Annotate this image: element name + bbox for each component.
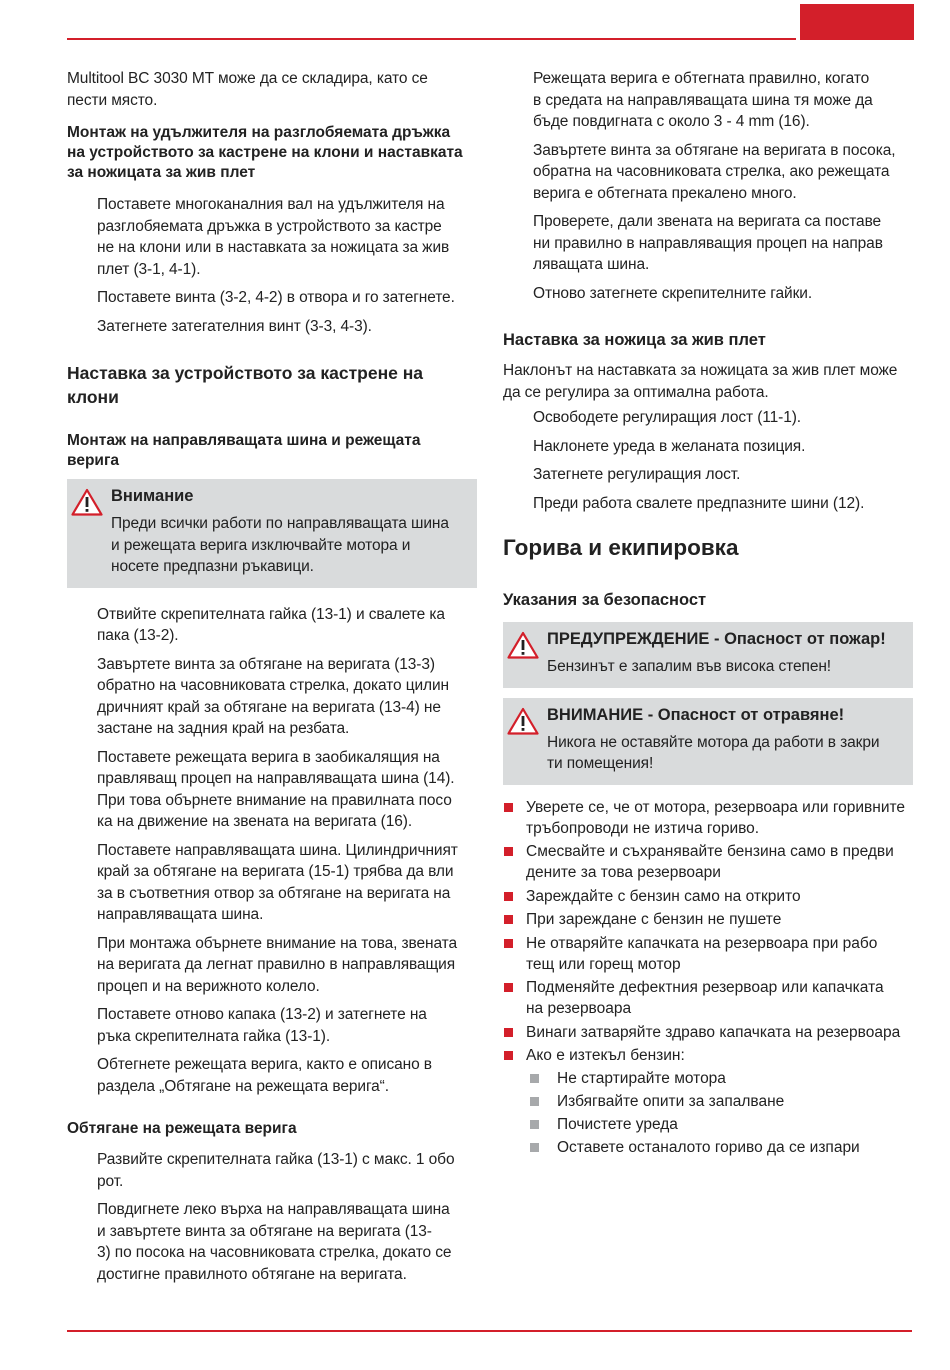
hedge-step: Преди работа свалете предпазните шини (12).	[533, 494, 865, 512]
list-item-text: Не отваряйте капачката на резервоара при рабо тещ или горещ мотор	[526, 934, 878, 973]
mount-step: Затегнете затегателния винт (3-3, 4-3).	[97, 317, 372, 335]
spill-sublist	[503, 1068, 913, 1158]
bar-step: Отвийте скрепителната гайка (13-1) и свалете ка пака (13-2).	[97, 605, 445, 644]
tension-step: Развийте скрепителната гайка (13-1) с макс. 1 обо рот.	[97, 1151, 455, 1190]
sub-list-item	[503, 1068, 913, 1089]
attention-notice	[67, 479, 477, 588]
bar-step: Завъртете винта за обтягане на веригата (13-3) обратно на часовниковата стрелка, докато цилин дричният край за обтягане на веригата (13-4) не застане на задния край на резбата.	[97, 655, 450, 737]
tension-step: Режещата верига е обтегната правилно, когато в средата на направляващата шина тя може да бъде повдигната с около 3 - 4 mm (16).	[533, 70, 873, 130]
bullet-square-icon	[504, 847, 513, 856]
tension-steps	[67, 1149, 477, 1285]
pruner-heading: Наставка за устройството за кастрене на клони	[67, 363, 424, 407]
bullet-square-icon	[530, 1097, 539, 1106]
poison-warning-title: ВНИМАНИЕ - Опасност от отравяне!	[547, 705, 845, 724]
tension-step: Проверете, дали звената на веригата са поставе ни правилно в направляващия процеп на направ ляващата шина.	[533, 213, 883, 273]
bullet-square-icon	[504, 803, 513, 812]
sub-list-item-text: Почистете уреда	[557, 1116, 678, 1133]
bar-step: Поставете отново капака (13-2) и затегнете на ръка скрепителната гайка (13-1).	[97, 1006, 427, 1045]
bullet-square-icon	[504, 892, 513, 901]
sub-list-item	[503, 1137, 913, 1158]
tension-step: Отново затегнете скрепителните гайки.	[533, 284, 813, 302]
poison-warning	[503, 698, 913, 785]
sub-list-item	[503, 1114, 913, 1135]
header-rule	[67, 38, 796, 40]
hedge-steps	[503, 407, 913, 514]
bullet-square-icon	[504, 1028, 513, 1037]
list-item	[503, 797, 913, 839]
hedge-step: Затегнете регулиращия лост.	[533, 466, 741, 483]
tension-continued	[503, 68, 913, 304]
list-item	[503, 977, 913, 1019]
bullet-square-icon	[530, 1120, 539, 1129]
sub-list-item-text: Избягвайте опити за запалване	[557, 1093, 785, 1110]
warning-triangle-icon	[71, 488, 103, 516]
list-item	[503, 1045, 913, 1158]
header-color-block	[800, 4, 914, 40]
sub-list-item-text: Не стартирайте мотора	[557, 1070, 726, 1087]
list-item-text: Зареждайте с бензин само на открито	[526, 887, 801, 905]
list-item	[503, 1022, 913, 1043]
bullet-square-icon	[530, 1143, 539, 1152]
list-item-text: Винаги затваряйте здраво капачката на резервоара	[526, 1023, 901, 1041]
bullet-square-icon	[504, 939, 513, 948]
right-column	[503, 68, 913, 1161]
bar-step: Поставете направляващата шина. Цилиндричният край за обтягане на веригата (15-1) трябва да вли за в съответния отвор за обтягане на веригата на направляващата шина.	[97, 841, 458, 923]
tension-heading: Обтягане на режещата верига	[67, 1120, 297, 1137]
hedge-intro: Наклонът на наставката за ножицата за жив плет може да се регулира за оптимална работа.	[503, 362, 898, 401]
list-item-text: Подменяйте дефектния резервоар или капачката на резервоара	[526, 979, 884, 1017]
tension-step: Завъртете винта за обтягане на веригата в посока, обратна на часовниковата стрелка, ако режещата верига е обтегната прекалено много.	[533, 141, 896, 202]
mount-step: Поставете винта (3-2, 4-2) в отвора и го затегнете.	[97, 289, 455, 306]
footer-rule	[67, 1330, 912, 1332]
poison-warning-text: Никога не оставяйте мотора да работи в закри ти помещения!	[547, 733, 880, 772]
list-item-text: Смесвайте и съхранявайте бензина само в предви дените за това резервоари	[526, 843, 894, 881]
intro-text: Multitool BC 3030 MT може да се складира, като се пести място.	[67, 70, 428, 109]
hedge-heading: Наставка за ножица за жив плет	[503, 331, 766, 349]
warning-triangle-icon	[507, 707, 539, 735]
list-item-text: Ако е изтекъл бензин:	[526, 1047, 685, 1064]
hedge-step: Наклонете уреда в желаната позиция.	[533, 437, 806, 455]
left-column	[67, 68, 477, 1292]
mount-step: Поставете многоканалния вал на удължителя на разглобяемата дръжка в устройството за кастре не на клони или в наставката за ножицата за жив плет (3-1, 4-1).	[97, 196, 450, 278]
attention-text: Преди всички работи по направляващата шина и режещата верига изключвайте мотора и носете предпазни ръкавици.	[111, 515, 449, 575]
attention-title: Внимание	[111, 487, 194, 505]
bar-steps	[67, 604, 477, 1098]
mount-steps	[67, 194, 477, 337]
bullet-square-icon	[504, 1051, 513, 1060]
sub-list-item	[503, 1091, 913, 1112]
safety-heading: Указания за безопасност	[503, 591, 707, 609]
hedge-step: Освободете регулиращия лост (11-1).	[533, 409, 802, 426]
list-item	[503, 886, 913, 907]
warning-triangle-icon	[507, 631, 539, 659]
list-item-text: При зареждане с бензин не пушете	[526, 911, 782, 928]
list-item	[503, 909, 913, 930]
sub-list-item-text: Оставете останалото гориво да се изпари	[557, 1139, 860, 1156]
bar-step: Обтегнете режещата верига, както е описано в раздела „Обтягане на режещата верига“.	[97, 1056, 432, 1095]
bar-step: При монтажа обърнете внимание на това, звената на веригата да легнат правилно в направляващия процеп и на верижното колело.	[97, 934, 457, 995]
list-item	[503, 933, 913, 975]
bullet-square-icon	[530, 1074, 539, 1083]
bar-step: Поставете режещата верига в заобикалящия на правляващ процеп на направляващата шина (14). При това обърнете внимание на правилната посо ка на движение на звената на веригата (16).	[97, 748, 455, 830]
list-item	[503, 841, 913, 883]
bullet-square-icon	[504, 983, 513, 992]
mount-heading: Монтаж на удължителя на разглобяемата дръжка на устройството за кастрене на клони и наставката за ножицата за жив плет	[67, 124, 463, 181]
bar-heading: Монтаж на направляващата шина и режещата верига	[67, 432, 421, 469]
fuel-heading: Горива и екипировка	[503, 535, 739, 560]
list-item-text: Уверете се, че от мотора, резервоара или горивните тръбопроводи не изтича гориво.	[526, 798, 906, 837]
safety-list	[503, 797, 913, 1159]
fire-warning	[503, 622, 913, 688]
fire-warning-text: Бензинът е запалим във висока степен!	[547, 658, 832, 675]
tension-step: Повдигнете леко върха на направляващата шина и завъртете винта за обтягане на веригата (13- 3) по посока на часовниковата стрелка, докато се достигне правилното обтягане на веригата.	[97, 1201, 452, 1283]
bullet-square-icon	[504, 915, 513, 924]
fire-warning-title: ПРЕДУПРЕЖДЕНИЕ - Опасност от пожар!	[547, 630, 886, 648]
